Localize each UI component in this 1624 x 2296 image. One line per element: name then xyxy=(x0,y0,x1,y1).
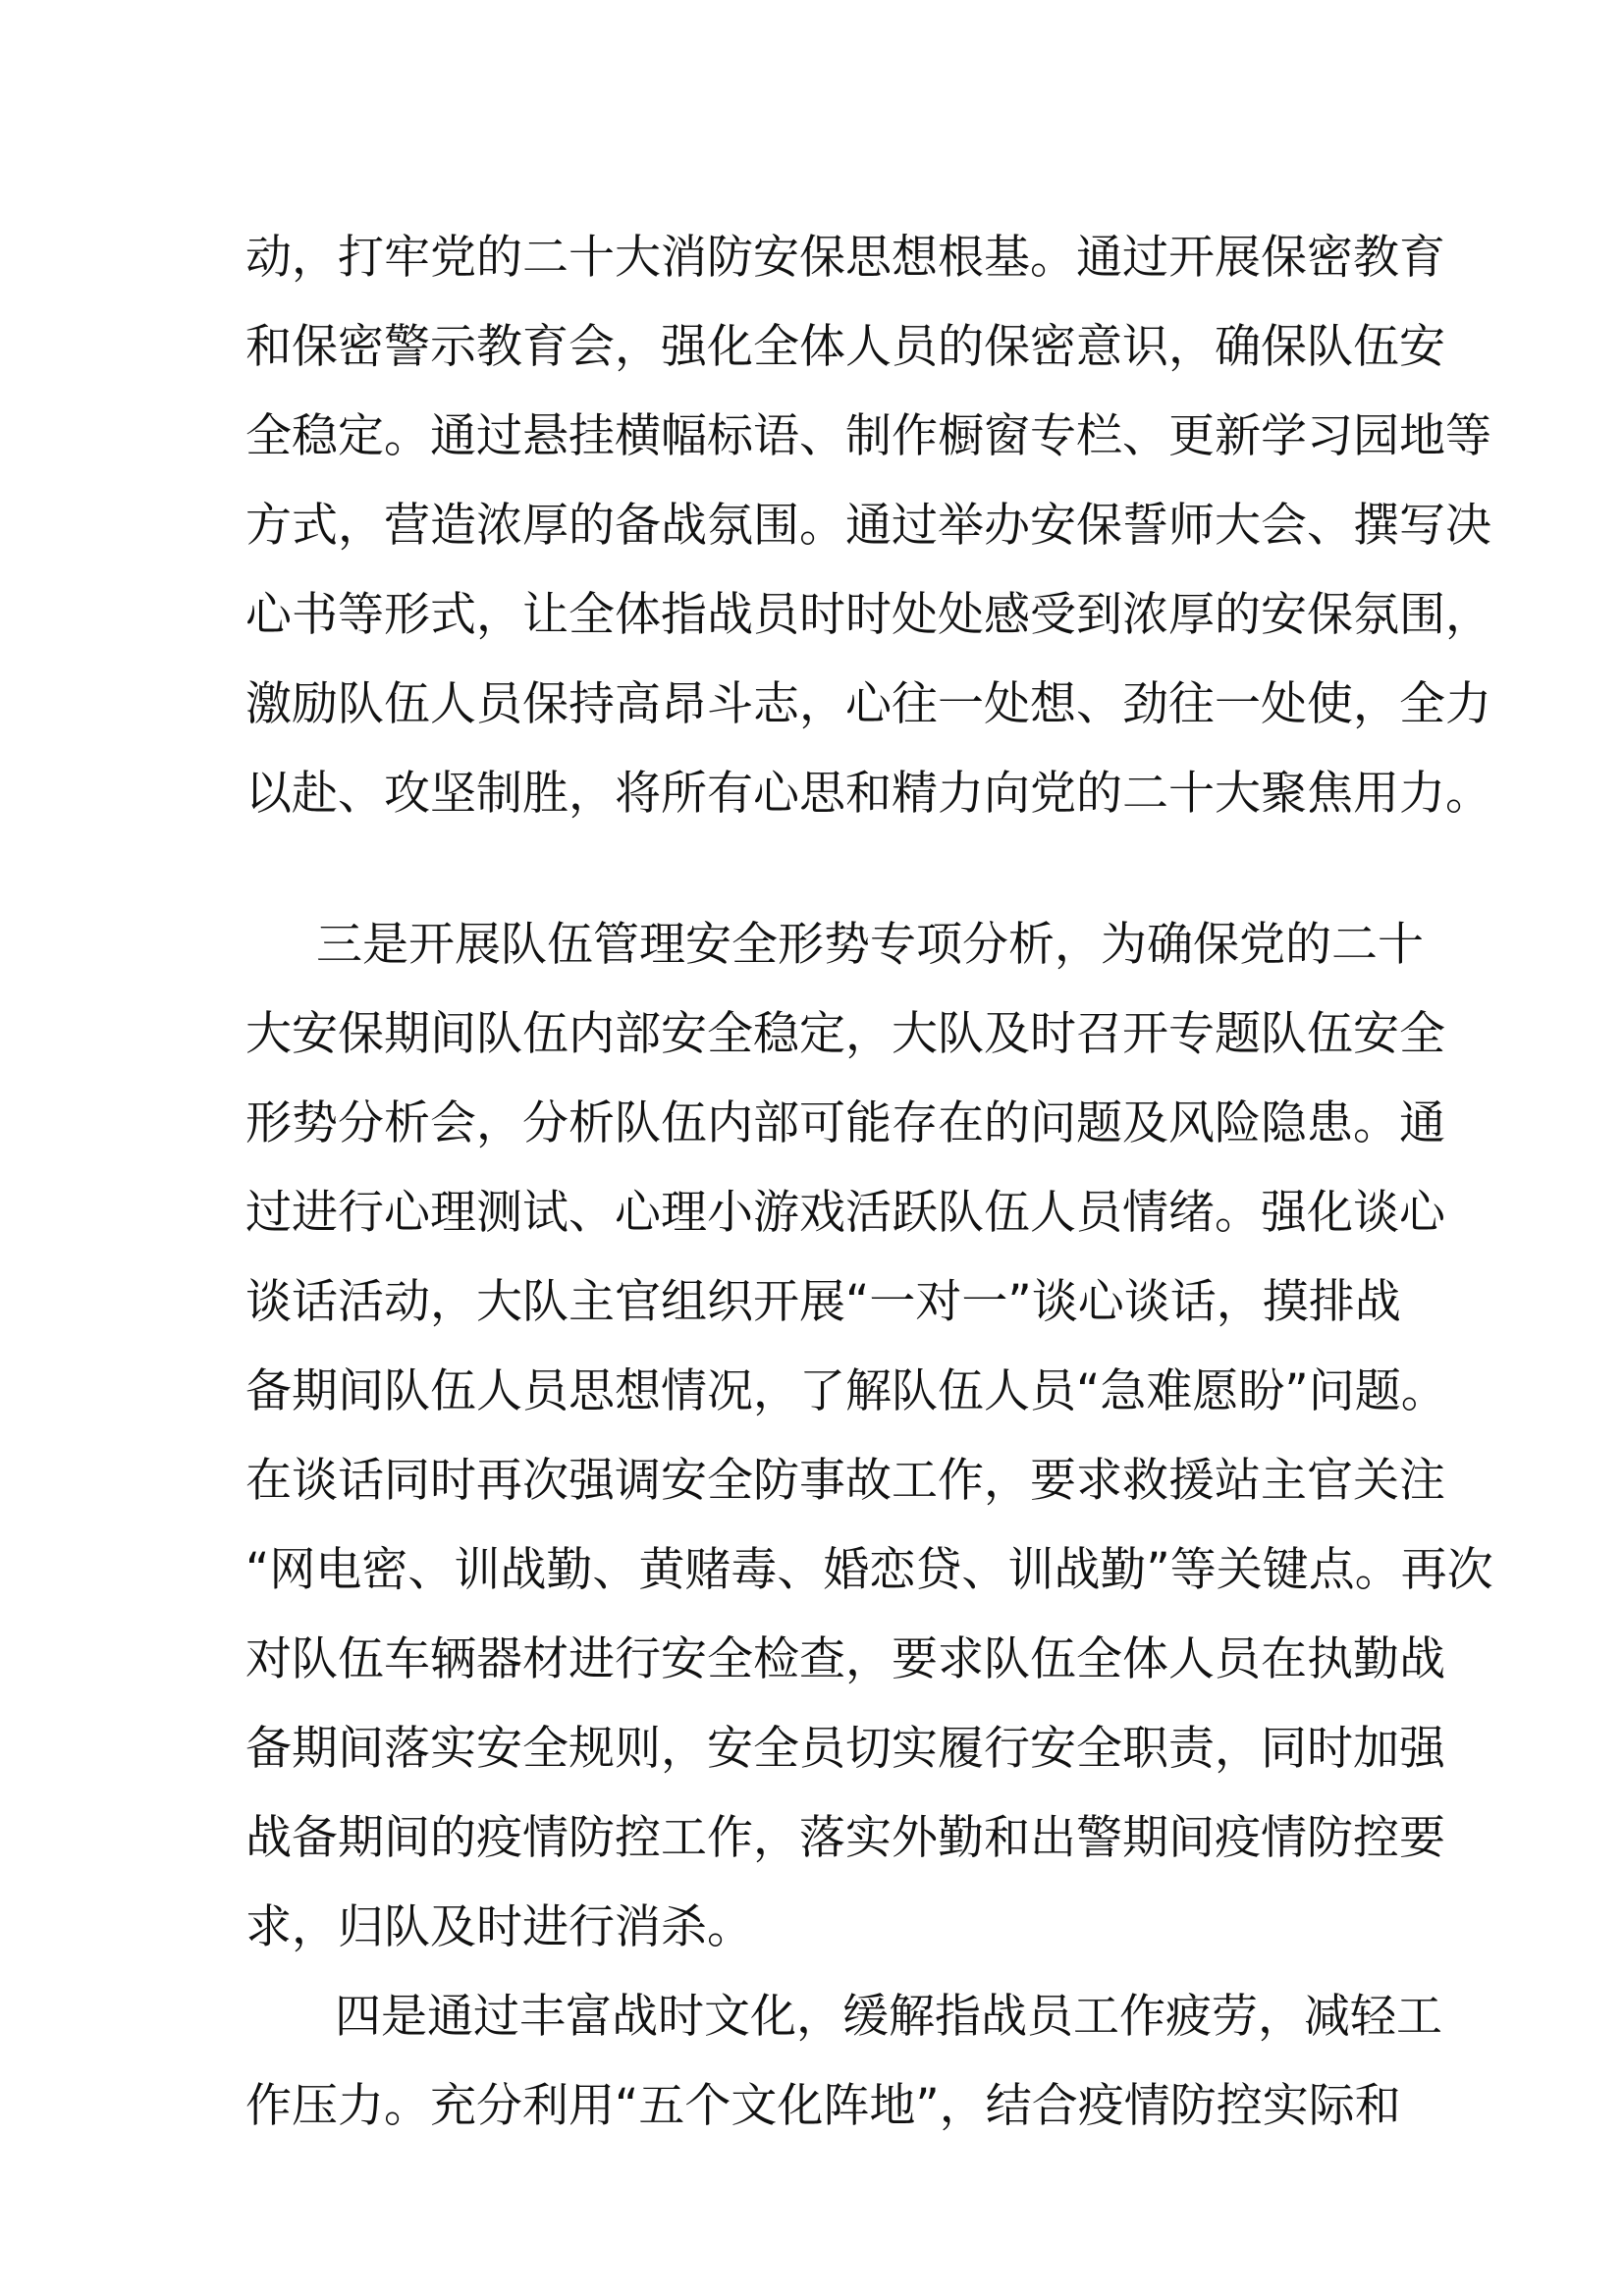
text-line: 心书等形式，让全体指战员时时处处感受到浓厚的安保氛围， xyxy=(245,588,1491,642)
text-line: “网电密、训战勤、黄赌毒、婚恋贷、训战勤”等关键点。再次 xyxy=(245,1543,1493,1597)
text-line: 激励队伍人员保持高昂斗志，心往一处想、劲往一处使，全力 xyxy=(245,677,1491,731)
text-line: 作压力。充分利用“五个文化阵地”，结合疫情防控实际和 xyxy=(245,2079,1401,2133)
text-line: 形势分析会，分析队伍内部可能存在的问题及风险隐患。通 xyxy=(245,1096,1445,1150)
text-line: 对队伍车辆器材进行安全检查，要求队伍全体人员在执勤战 xyxy=(245,1632,1445,1686)
paragraph-start-line: 三是开展队伍管理安全形势专项分析，为确保党的二十 xyxy=(316,918,1424,972)
text-line: 过进行心理测试、心理小游戏活跃队伍人员情绪。强化谈心 xyxy=(245,1186,1445,1240)
text-line: 大安保期间队伍内部安全稳定，大队及时召开专题队伍安全 xyxy=(245,1007,1445,1061)
text-line: 以赴、攻坚制胜，将所有心思和精力向党的二十大聚焦用力。 xyxy=(245,767,1491,821)
text-line: 方式，营造浓厚的备战氛围。通过举办安保誓师大会、撰写决 xyxy=(245,499,1491,553)
text-line: 和保密警示教育会，强化全体人员的保密意识，确保队伍安 xyxy=(245,320,1445,374)
text-line: 在谈话同时再次强调安全防事故工作，要求救援站主官关注 xyxy=(245,1454,1445,1508)
paragraph-start-line: 四是通过丰富战时文化，缓解指战员工作疲劳，减轻工 xyxy=(335,1990,1442,2044)
text-line: 求，归队及时进行消杀。 xyxy=(245,1900,753,1954)
text-line: 战备期间的疫情防控工作，落实外勤和出警期间疫情防控要 xyxy=(245,1811,1445,1865)
text-line: 全稳定。通过悬挂横幅标语、制作橱窗专栏、更新学习园地等 xyxy=(245,409,1491,463)
text-line: 备期间队伍人员思想情况，了解队伍人员“急难愿盼”问题。 xyxy=(245,1364,1447,1418)
text-line: 谈话活动，大队主官组织开展“一对一”谈心谈话，摸排战 xyxy=(245,1275,1401,1329)
text-line: 动，打牢党的二十大消防安保思想根基。通过开展保密教育 xyxy=(245,231,1445,285)
text-line: 备期间落实安全规则，安全员切实履行安全职责，同时加强 xyxy=(245,1722,1445,1776)
